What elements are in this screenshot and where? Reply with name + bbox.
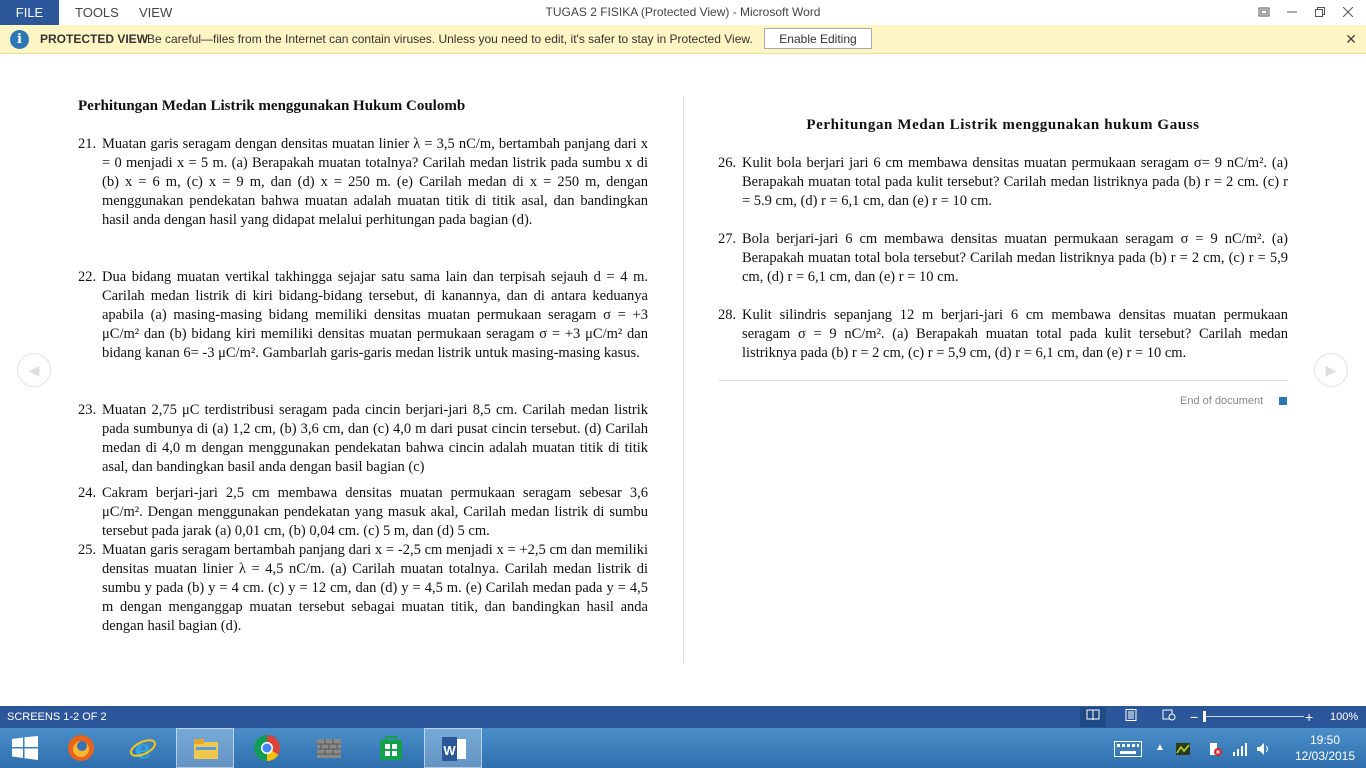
end-of-document-label: End of document — [1180, 395, 1264, 407]
print-layout-icon[interactable] — [1118, 707, 1144, 727]
column-divider — [683, 96, 684, 663]
taskbar — [0, 728, 1366, 768]
internet-explorer-icon — [129, 734, 157, 762]
close-icon[interactable] — [1334, 0, 1362, 25]
view-menu[interactable]: VIEW — [139, 5, 173, 20]
page-count: SCREENS 1-2 OF 2 — [7, 711, 107, 723]
end-of-document-marker — [1279, 397, 1287, 405]
problem-23: 23. Muatan 2,75 μC terdistribusi seragam pada cincin berjari-jari 8,5 cm. Carilah medan listrik pada sumbunya di (a) 1,2 cm, (b) 3,6 cm, dan (c) 4,0 m dari pusat cincin tersebut. (d) Carilah medan di 4,0 m dengan menggunakan pendekatan bahwa cincin adalah muatan titik di titik asal, dan bandingkan basil anda dengan basil bagian (c) — [78, 402, 648, 475]
taskbar-word[interactable] — [424, 728, 482, 768]
problem-28: 28. Kulit silindris sepanjang 12 m berjari-jari 6 cm membawa densitas muatan permukaan seragam σ = 9 nC/m². (a) Berapakah muatan total pada kulit tersebut? Carilah medan listriknya pada (b) r = 2 cm, (c) r = 5,9 cm, (d) r = 6,1 cm, dan (e) r = 10 cm. — [718, 307, 1288, 361]
right-heading: Perhitungan Medan Listrik menggunakan hukum Gauss — [806, 117, 1200, 133]
brick-wall-icon — [315, 734, 343, 762]
clock[interactable] — [1290, 732, 1360, 764]
minimize-icon[interactable] — [1278, 0, 1306, 25]
enable-editing-button[interactable]: Enable Editing — [764, 28, 872, 49]
show-hidden-icons-icon[interactable]: ▲ — [1155, 742, 1165, 753]
tray-app-icon[interactable] — [1172, 728, 1194, 768]
word-icon — [440, 735, 468, 763]
problem-24: 24. Cakram berjari-jari 2,5 cm membawa densitas muatan permukaan seragam sebesar 3,6 μC/m². Dengan menggunakan pendekatan yang masuk akal, Carilah medan listrik di sumbu tersebut pada jarak (a) 0,01 cm, (b) 0,04 cm. (c) 5 m, dan (d) 5 cm. — [78, 485, 648, 539]
window-title: TUGAS 2 FISIKA (Protected View) - Microsoft Word — [545, 5, 821, 19]
protected-view-bar — [0, 25, 1366, 54]
problem-21: 21. Muatan garis seragam dengan densitas muatan linier λ = 3,5 nC/m, bertambah panjang dari x = 0 menjadi x = 5 m. (a) Berapakah muatan totalnya? Carilah medan listrik pada sumbu x di (b) x = 6 m, (c) x = 9 m, dan (d) x = 250 m. (e) Carilah medan di x = 250 m, dengan menggunakan pendekatan bahwa muatan adalah muatan titik di titik asal, dan bandingkan hasil anda dengan hasil yang didapat melalui perhitungan pada bagian (d). — [78, 136, 648, 228]
firefox-icon — [67, 734, 95, 762]
problem-25: 25. Muatan garis seragam bertambah panjang dari x = -2,5 cm menjadi x = +2,5 cm dan memiliki densitas muatan linier λ = 4,5 nC/m. (a) Carilah muatan totalnya. Carilah medan listrik di sumbu y pada (b) y = 4 cm. (c) y = 12 cm, dan (d) y = 4,5 m. (e) Carilah medan pada y = 4,5 m dengan menganggap muatan tersebut sebagai muatan titik, dan bandingkan hasil anda dengan hasil bagian (d). — [78, 542, 648, 634]
network-icon[interactable] — [1230, 728, 1250, 768]
zoom-out-icon[interactable]: − — [1190, 709, 1199, 725]
next-screen-icon[interactable]: ▶ — [1314, 353, 1348, 387]
problem-27: 27. Bola berjari-jari 6 cm membawa densitas muatan permukaan seragam σ = 9 nC/m². (a) Berapakah muatan total bola tersebut? Carilah medan listriknya pada (b) r = 2 cm, (c) r = 5,9 cm, (d) r = 6,1 cm, dan (e) r = 10 cm. — [718, 231, 1288, 285]
end-divider — [718, 380, 1288, 381]
zoom-in-icon[interactable]: + — [1305, 709, 1314, 725]
taskbar-unknown[interactable] — [300, 728, 358, 768]
store-icon — [377, 734, 405, 762]
file-explorer-icon — [192, 735, 220, 763]
taskbar-ie[interactable] — [114, 728, 172, 768]
status-bar — [0, 706, 1366, 728]
taskbar-store[interactable] — [362, 728, 420, 768]
web-layout-icon[interactable] — [1156, 707, 1182, 727]
restore-icon[interactable] — [1306, 0, 1334, 25]
read-mode-icon[interactable] — [1080, 707, 1106, 727]
zoom-level[interactable]: 100% — [1330, 711, 1359, 723]
keyboard-icon[interactable] — [1112, 728, 1144, 768]
taskbar-firefox[interactable] — [52, 728, 110, 768]
fullscreen-icon[interactable] — [1250, 0, 1278, 25]
clock-time: 19:50 — [1309, 733, 1341, 747]
svg-text:W: W — [443, 743, 456, 758]
info-icon: i — [10, 30, 29, 49]
protected-view-message: Be careful—files from the Internet can contain viruses. Unless you need to edit, it's safer to stay in Protected View. — [147, 32, 753, 46]
file-menu[interactable]: FILE — [0, 0, 59, 25]
start-button[interactable] — [0, 728, 58, 768]
svg-text:e: e — [134, 735, 152, 762]
problem-22: 22. Dua bidang muatan vertikal takhingga sejajar satu sama lain dan terpisah sejauh d = 4 m. Carilah medan listrik di kiri bidang-bidang tersebut, di kanannya, dan di antara keduanya apabila (a) masing-masing bidang memiliki densitas muatan permukaan seragam σ = +3 μC/m² dan (b) bidang kiri memiliki densitas muatan permukaan seragam σ = +3 μC/m² dan bidang kanan 6= -3 μC/m². Gambarlah garis-garis medan listrik untuk masing-masing kasus. — [78, 269, 648, 361]
close-protected-bar-icon[interactable]: ✕ — [1345, 31, 1357, 47]
chrome-icon — [253, 734, 281, 762]
previous-screen-icon[interactable]: ◀ — [17, 353, 51, 387]
zoom-slider[interactable] — [1204, 716, 1304, 717]
problem-26: 26. Kulit bola berjari jari 6 cm membawa densitas muatan permukaan seragam σ= 9 nC/m². (a) Berapakah muatan total pada kulit tersebut? Carilah medan listriknya pada (b) r = 2 cm. (c) r = 5.9 cm, (d) r = 6,1 cm, dan (e) r = 10 cm. — [718, 155, 1288, 209]
windows-logo-icon — [12, 736, 38, 760]
left-heading: Perhitungan Medan Listrik menggunakan Hukum Coulomb — [78, 98, 466, 114]
volume-icon[interactable] — [1254, 728, 1274, 768]
clock-date: 12/03/2015 — [1294, 749, 1356, 763]
action-center-icon[interactable] — [1204, 728, 1226, 768]
taskbar-explorer[interactable] — [176, 728, 234, 768]
zoom-slider-thumb[interactable] — [1203, 711, 1206, 722]
taskbar-chrome[interactable] — [238, 728, 296, 768]
tools-menu[interactable]: TOOLS — [75, 5, 119, 20]
protected-view-label: PROTECTED VIEW — [40, 32, 149, 46]
title-bar — [0, 0, 1366, 25]
